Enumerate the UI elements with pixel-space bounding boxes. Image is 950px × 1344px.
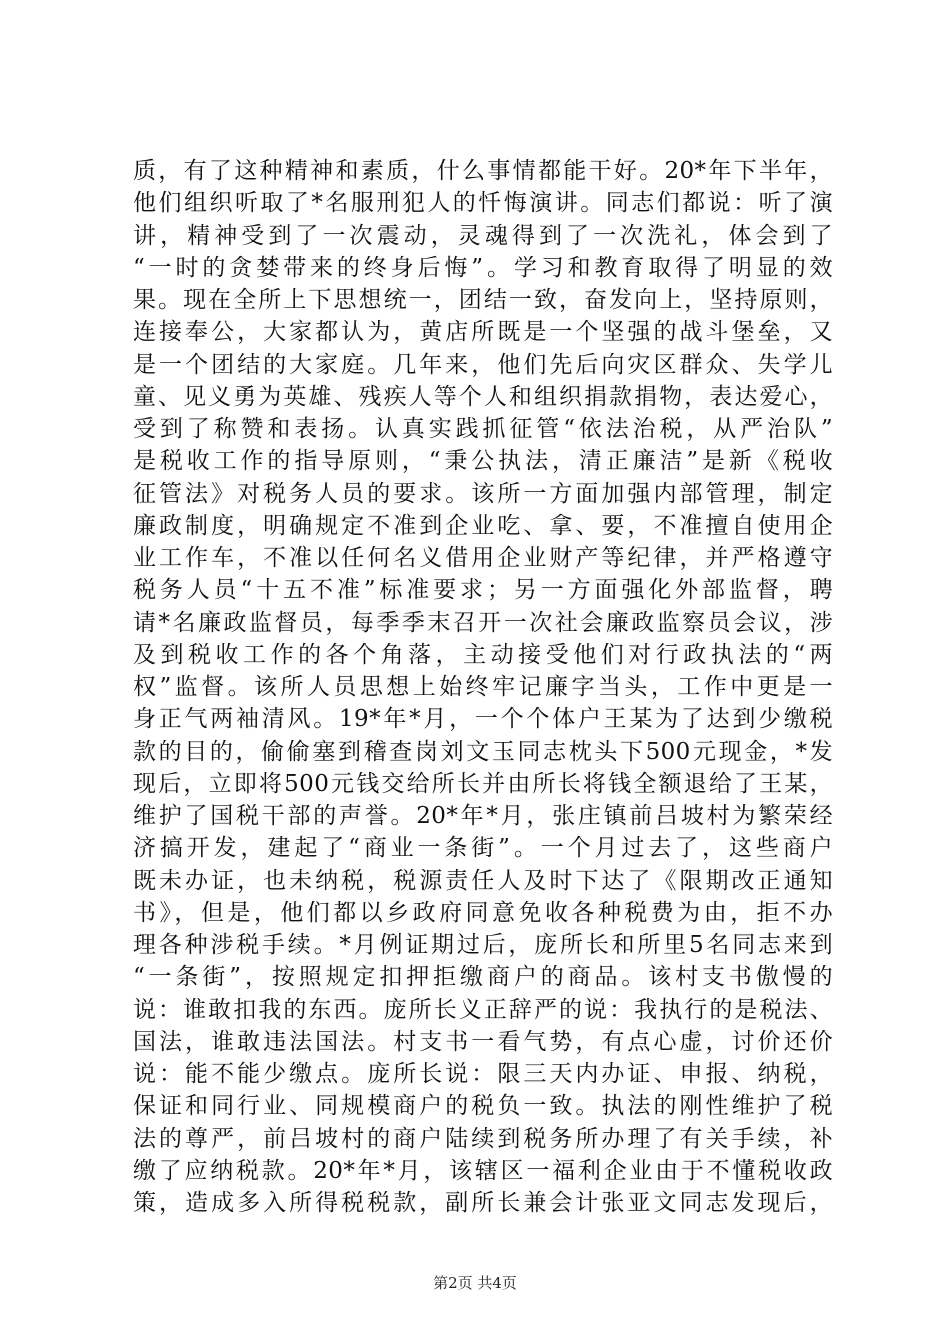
text-line: 及到税收工作的各个角落，主动接受他们对行政执法的“两: [133, 641, 833, 668]
text-line: 征管法》对税务人员的要求。该所一方面加强内部管理，制定: [133, 480, 833, 507]
text-line: 济搞开发，建起了“商业一条街”。一个月过去了，这些商户: [133, 835, 833, 862]
text-line: 维护了国税干部的声誉。20*年*月，张庄镇前吕坡村为繁荣经: [133, 803, 833, 829]
text-line: 书》，但是，他们都以乡政府同意免收各种税费为由，拒不办: [133, 899, 833, 926]
body-text: [133, 155, 833, 1219]
text-line: 法的尊严，前吕坡村的商户陆续到税务所办理了有关手续，补: [133, 1125, 833, 1152]
text-line: 请*名廉政监督员，每季季末召开一次社会廉政监察员会议，涉: [133, 609, 833, 636]
text-line: 现后，立即将500元钱交给所长并由所长将钱全额退给了王某，: [133, 770, 833, 797]
text-line: 质，有了这种精神和素质，什么事情都能干好。20*年下半年，: [133, 158, 833, 184]
text-line: 是税收工作的指导原则，“秉公执法，清正廉洁”是新《税收: [133, 448, 833, 475]
text-line: 既未办证，也未纳税，税源责任人及时下达了《限期改正通知: [133, 867, 833, 894]
text-line: 受到了称赞和表扬。认真实践抓征管“依法治税，从严治队”: [133, 416, 833, 442]
text-line: 缴了应纳税款。20*年*月，该辖区一福利企业由于不懂税收政: [133, 1157, 833, 1184]
text-line: 税务人员“十五不准”标准要求；另一方面强化外部监督，聘: [133, 577, 833, 604]
text-line: 权”监督。该所人员思想上始终牢记廉字当头，工作中更是一: [133, 674, 833, 700]
text-line: 讲，精神受到了一次震动，灵魂得到了一次洗礼，体会到了: [133, 222, 833, 249]
text-line: 国法，谁敢违法国法。村支书一看气势，有点心虚，讨价还价: [133, 1028, 833, 1055]
text-line: “一条街”，按照规定扣押拒缴商户的商品。该村支书傲慢的: [133, 964, 833, 991]
text-line: 连接奉公，大家都认为，黄店所既是一个坚强的战斗堡垒，又: [133, 319, 833, 346]
page-footer: 第2页 共4页: [433, 1274, 517, 1292]
text-line: 理各种涉税手续。*月例证期过后，庞所长和所里5名同志来到: [133, 932, 833, 958]
text-line: 说：谁敢扣我的东西。庞所长义正辞严的说：我执行的是税法、: [133, 996, 833, 1023]
text-line: 身正气两袖清风。19*年*月，一个个体户王某为了达到少缴税: [133, 706, 833, 733]
text-line: 业工作车，不准以任何名义借用企业财产等纪律，并严格遵守: [133, 545, 833, 571]
text-line: 果。现在全所上下思想统一，团结一致，奋发向上，坚持原则，: [133, 287, 833, 313]
text-line: 他们组织听取了*名服刑犯人的忏悔演讲。同志们都说：听了演: [133, 190, 833, 217]
text-line: 策，造成多入所得税税款，副所长兼会计张亚文同志发现后，: [133, 1190, 833, 1216]
text-line: 廉政制度，明确规定不准到企业吃、拿、要，不准擅自使用企: [133, 512, 833, 539]
text-line: 保证和同行业、同规模商户的税负一致。执法的刚性维护了税: [133, 1093, 833, 1120]
text-line: 童、见义勇为英雄、残疾人等个人和组织捐款捐物，表达爱心，: [133, 383, 833, 410]
text-line: 是一个团结的大家庭。几年来，他们先后向灾区群众、失学儿: [133, 351, 833, 378]
text-line: 说：能不能少缴点。庞所长说：限三天内办证、申报、纳税，: [133, 1061, 833, 1087]
text-line: 款的目的，偷偷塞到稽查岗刘文玉同志枕头下500元现金，*发: [133, 738, 833, 765]
text-line: “一时的贪婪带来的终身后悔”。学习和教育取得了明显的效: [133, 254, 833, 281]
